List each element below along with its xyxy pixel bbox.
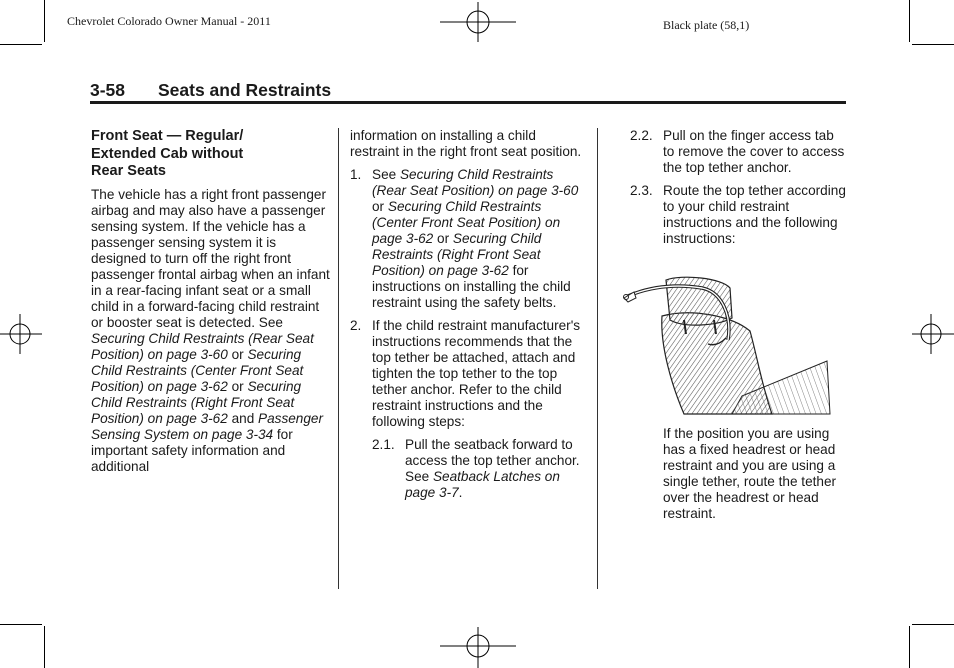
column-divider xyxy=(338,128,339,589)
body-text: Pull on the finger access tab to remove the cover to access the top tether anchor. xyxy=(663,128,845,175)
list-number: 2.2. xyxy=(630,128,653,143)
list-item xyxy=(350,318,588,430)
body-text: or xyxy=(227,346,248,362)
body-text: for important safety information and additional xyxy=(91,426,293,474)
crop-mark xyxy=(44,0,45,42)
cross-reference: Seatback Latches on page 3-7 xyxy=(405,469,560,500)
sub-list-item xyxy=(630,128,846,176)
column-divider xyxy=(597,128,598,589)
column-2 xyxy=(350,128,588,501)
body-text: or xyxy=(372,199,388,214)
crop-mark xyxy=(0,44,42,45)
body-text: or xyxy=(227,378,248,394)
body-text: or xyxy=(433,231,453,246)
registration-mark-icon xyxy=(440,627,516,668)
page-number: 3-58 xyxy=(90,80,126,100)
heading-line: Rear Seats xyxy=(91,163,166,179)
body-text: Pull the seatback forward to access the top tether anchor. See xyxy=(405,437,580,484)
heading-line: Extended Cab without xyxy=(91,145,244,162)
cross-reference: Securing Child Restraints (Center Front Seat Position) on page 3-62 xyxy=(372,199,561,246)
body-text: Route the top tether according to your child restraint instructions and the following instructions: xyxy=(663,183,846,246)
column-1 xyxy=(91,128,331,475)
page-heading xyxy=(90,80,331,101)
section-title: Seats and Restraints xyxy=(158,80,332,100)
heading-rule xyxy=(90,101,846,104)
list-number: 1. xyxy=(350,167,362,182)
crop-mark xyxy=(912,44,954,45)
list-item xyxy=(350,167,588,311)
body-text: If the child restraint manufacturer's instructions recommends that the top tether be attached, attach and tighten the top tether to the top tether anchor. Refer to the child restraint instructions and the following steps: xyxy=(372,318,581,429)
list-number: 2. xyxy=(350,318,362,333)
registration-mark-icon xyxy=(440,2,516,42)
crop-mark xyxy=(912,624,954,625)
crop-mark xyxy=(0,624,42,625)
sub-list-item xyxy=(630,183,846,247)
cross-reference: Securing Child Restraints (Center Front Seat Position) on page 3-62 xyxy=(91,346,304,394)
heading-line: Front Seat — Regular/ xyxy=(91,128,244,144)
body-text: The vehicle has a right front passenger airbag and may also have a passenger sensing system. If the vehicle has a passenger sensing system it is designed to turn off the right front passenger frontal airbag when an infant in a rear-facing infant seat or a small child in a forward-facing child restraint or booster seat is detected. See xyxy=(91,186,330,330)
cross-reference: Securing Child Restraints (Rear Seat Position) on page 3-60 xyxy=(91,330,314,362)
plate-label: Black plate (58,1) xyxy=(663,18,750,32)
body-paragraph xyxy=(91,187,331,475)
list-number: 2.1. xyxy=(372,437,395,452)
body-paragraph: If the position you are using has a fixed headrest or head restraint and you are using a single tether, route the tether over the headrest or head restraint. xyxy=(663,426,837,521)
seat-tether-illustration xyxy=(622,276,832,416)
manual-title: Chevrolet Colorado Owner Manual - 2011 xyxy=(67,14,271,28)
registration-mark-icon xyxy=(0,314,42,354)
body-text: See xyxy=(372,167,400,182)
crop-mark xyxy=(44,626,45,668)
list-number: 2.3. xyxy=(630,183,653,198)
cross-reference: Passenger Sensing System on page 3-34 xyxy=(91,410,324,442)
body-text: . xyxy=(458,485,463,500)
body-paragraph: information on installing a child restraint in the right front seat position. xyxy=(350,128,582,159)
body-text: and xyxy=(227,410,259,426)
cross-reference: Securing Child Restraints (Right Front Seat Position) on page 3-62 xyxy=(372,231,542,278)
subsection-heading xyxy=(91,128,331,181)
sub-list-item xyxy=(372,437,588,501)
registration-mark-icon xyxy=(912,314,954,354)
cross-reference: Securing Child Restraints (Right Front Seat Position) on page 3-62 xyxy=(91,378,302,426)
crop-mark xyxy=(909,0,910,42)
body-text: for instructions on installing the child restraint using the safety belts. xyxy=(372,263,571,310)
cross-reference: Securing Child Restraints (Rear Seat Position) on page 3-60 xyxy=(372,167,579,198)
column-3 xyxy=(630,128,846,254)
crop-mark xyxy=(909,626,910,668)
